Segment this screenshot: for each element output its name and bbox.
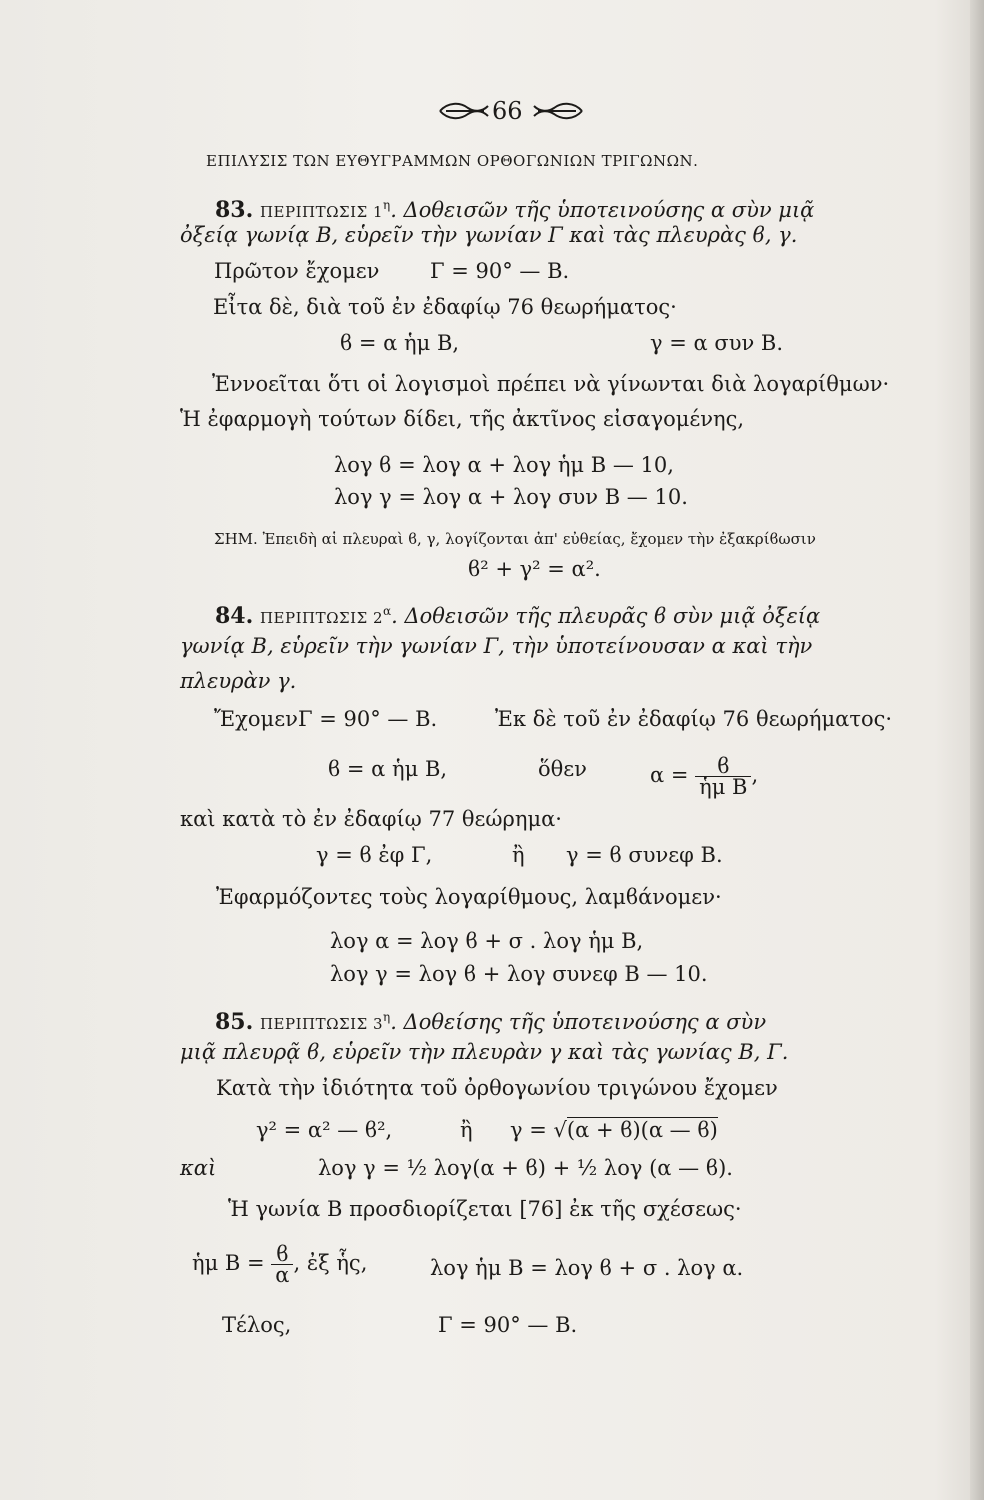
case-2-eq-a-comma: ,: [751, 763, 759, 787]
page-edge-shadow: [970, 0, 984, 1500]
case-3-fraction: [271, 1244, 293, 1285]
case-1-number: 83.: [215, 197, 254, 223]
case-1-line-1b: Γ = 90° — Β.: [430, 259, 570, 283]
case-3-eq-3-lhs: ἡμ Β =: [192, 1251, 265, 1275]
case-3-sqrt-radicand: (α + ϐ)(α — ϐ): [566, 1118, 718, 1142]
case-2-whence: ὅθεν: [538, 757, 587, 781]
case-3-or: ἢ: [460, 1118, 473, 1142]
case-2-line-5: Ἐφαρμόζοντες τοὺς λογαρίθμους, λαμϐάνομεν·: [216, 885, 722, 909]
case-3-eq-1c: [510, 1117, 718, 1143]
case-3-title-cont: μιᾷ πλευρᾷ ϐ, εὑρεῖν τὴν πλευρὰν γ καὶ τὰς γωνίας Β, Γ.: [180, 1040, 789, 1064]
case-3-sqrt-lhs: γ = √: [510, 1118, 567, 1142]
case-1-title: . Δοθεισῶν τῆς ὑποτεινούσης α σὺν μιᾷ: [390, 198, 815, 222]
case-3-eq-2: λογ γ = ½ λογ(α + ϐ) + ½ λογ (α — ϐ).: [318, 1156, 733, 1180]
case-3-eq-3-mid: , ἐξ ἧς,: [293, 1251, 368, 1275]
case-2-eq-b: ϐ = α ἡμ Β,: [328, 757, 448, 781]
fraction-numerator: ϐ: [271, 1244, 293, 1265]
case-1-title-cont: ὀξείᾳ γωνίᾳ Β, εὑρεῖν τὴν γωνίαν Γ καὶ τὰς πλευρὰς ϐ, γ.: [180, 223, 798, 247]
case-2-line-1b: Γ = 90° — Β.: [298, 707, 438, 731]
left-ornament-icon: [438, 100, 490, 122]
case-1-log-eq-1: λογ ϐ = λογ α + λογ ἡμ Β — 10,: [334, 453, 674, 477]
case-2-title-line: [215, 598, 820, 631]
case-1-line-2: Εἶτα δὲ, διὰ τοῦ ἐν ἐδαφίῳ 76 θεωρήματος·: [213, 295, 677, 319]
case-2-line-1a: Ἔχομεν: [214, 707, 298, 731]
case-3-number: 85.: [215, 1009, 254, 1035]
case-1-line-1a: Πρῶτον ἔχομεν: [214, 259, 380, 283]
case-2-eq-cot: γ = ϐ συνεφ Β.: [566, 843, 723, 867]
case-2-eq-a: [650, 756, 758, 797]
section-heading: ΕΠΙΛΥΣΙΣ ΤΩΝ ΕΥΘΥΓΡΑΜΜΩΝ ΟΡΘΟΓΩΝΙΩΝ ΤΡΙΓΩΝΩΝ.: [206, 152, 699, 170]
case-3-finally: Τέλος,: [222, 1313, 292, 1337]
case-3-title-line: [215, 1004, 766, 1037]
case-1-line-4: Ἐννοεῖται ὅτι οἱ λογισμοὶ πρέπει νὰ γίνωνται διὰ λογαρίθμων·: [212, 372, 890, 396]
case-3-line-1: Κατὰ τὴν ἰδιότητα τοῦ ὀρθογωνίου τριγώνου ἔχομεν: [216, 1076, 778, 1100]
case-1-label: ΠΕΡΙΠΤΩΣΙΣ 1: [259, 203, 383, 221]
case-1-eq-c: γ = α συν Β.: [650, 331, 784, 355]
fraction-numerator: ϐ: [695, 756, 751, 777]
case-3-final-eq: Γ = 90° — Β.: [438, 1313, 578, 1337]
case-2-or: ἢ: [512, 843, 525, 867]
case-2-line-3: καὶ κατὰ τὸ ἐν ἐδαφίῳ 77 θεώρημα·: [180, 807, 562, 831]
page-number: 66: [492, 97, 523, 125]
case-2-number: 84.: [215, 603, 254, 629]
case-2-label: ΠΕΡΙΠΤΩΣΙΣ 2: [259, 609, 383, 627]
case-2-log-eq-1: λογ α = λογ ϐ + σ . λογ ἡμ Β,: [330, 929, 644, 953]
case-2-line-1c: Ἐκ δὲ τοῦ ἐν ἐδαφίῳ 76 θεωρήματος·: [495, 707, 893, 731]
case-2-ordinal: α: [383, 604, 392, 618]
case-3-line-2: Ἡ γωνία Β προσδιορίζεται [76] ἐκ τῆς σχέσεως·: [228, 1197, 742, 1221]
case-2-log-eq-2: λογ γ = λογ ϐ + λογ συνεφ Β — 10.: [330, 962, 708, 986]
fraction-denominator: ἡμ Β: [699, 775, 748, 799]
case-3-title: . Δοθείσης τῆς ὑποτεινούσης α σὺν: [390, 1010, 767, 1034]
case-3-eq-3: [192, 1244, 367, 1285]
case-1-ordinal: η: [383, 198, 391, 212]
case-2-eq-a-lhs: α =: [650, 763, 689, 787]
case-2-title-cont: γωνίᾳ Β, εὑρεῖν τὴν γωνίαν Γ, τὴν ὑποτείνουσαν α καὶ τὴν: [180, 634, 813, 658]
case-3-and: καὶ: [180, 1156, 217, 1180]
case-1-note: ΣΗΜ. Ἐπειδὴ αἱ πλευραὶ ϐ, γ, λογίζονται ἀπ' εὐθείας, ἔχομεν τὴν ἐξακρίϐωσιν: [214, 530, 816, 548]
case-3-eq-1a: γ² = α² — ϐ²,: [256, 1118, 393, 1142]
case-1-line-5: Ἡ ἐφαρμογὴ τούτων δίδει, τῆς ἀκτῖνος εἰσαγομένης,: [180, 407, 745, 431]
case-3-ordinal: η: [383, 1010, 391, 1024]
case-3-label: ΠΕΡΙΠΤΩΣΙΣ 3: [259, 1015, 383, 1033]
case-3-log-eq-3: λογ ἡμ Β = λογ ϐ + σ . λογ α.: [430, 1256, 744, 1280]
right-ornament-icon: [532, 100, 584, 122]
case-1-eq-b: ϐ = α ἡμ Β,: [340, 331, 460, 355]
case-1-log-eq-2: λογ γ = λογ α + λογ συν Β — 10.: [334, 485, 688, 509]
case-2-title-cont-2: πλευρὰν γ.: [180, 669, 297, 693]
fraction-denominator: α: [275, 1263, 290, 1287]
case-2-fraction: [695, 756, 751, 797]
case-2-eq-tan: γ = ϐ ἐφ Γ,: [316, 843, 433, 867]
case-1-note-eq: ϐ² + γ² = α².: [468, 557, 601, 581]
case-2-title: . Δοθεισῶν τῆς πλευρᾶς ϐ σὺν μιᾷ ὀξείᾳ: [391, 604, 821, 628]
case-1-title-line: [215, 192, 814, 225]
